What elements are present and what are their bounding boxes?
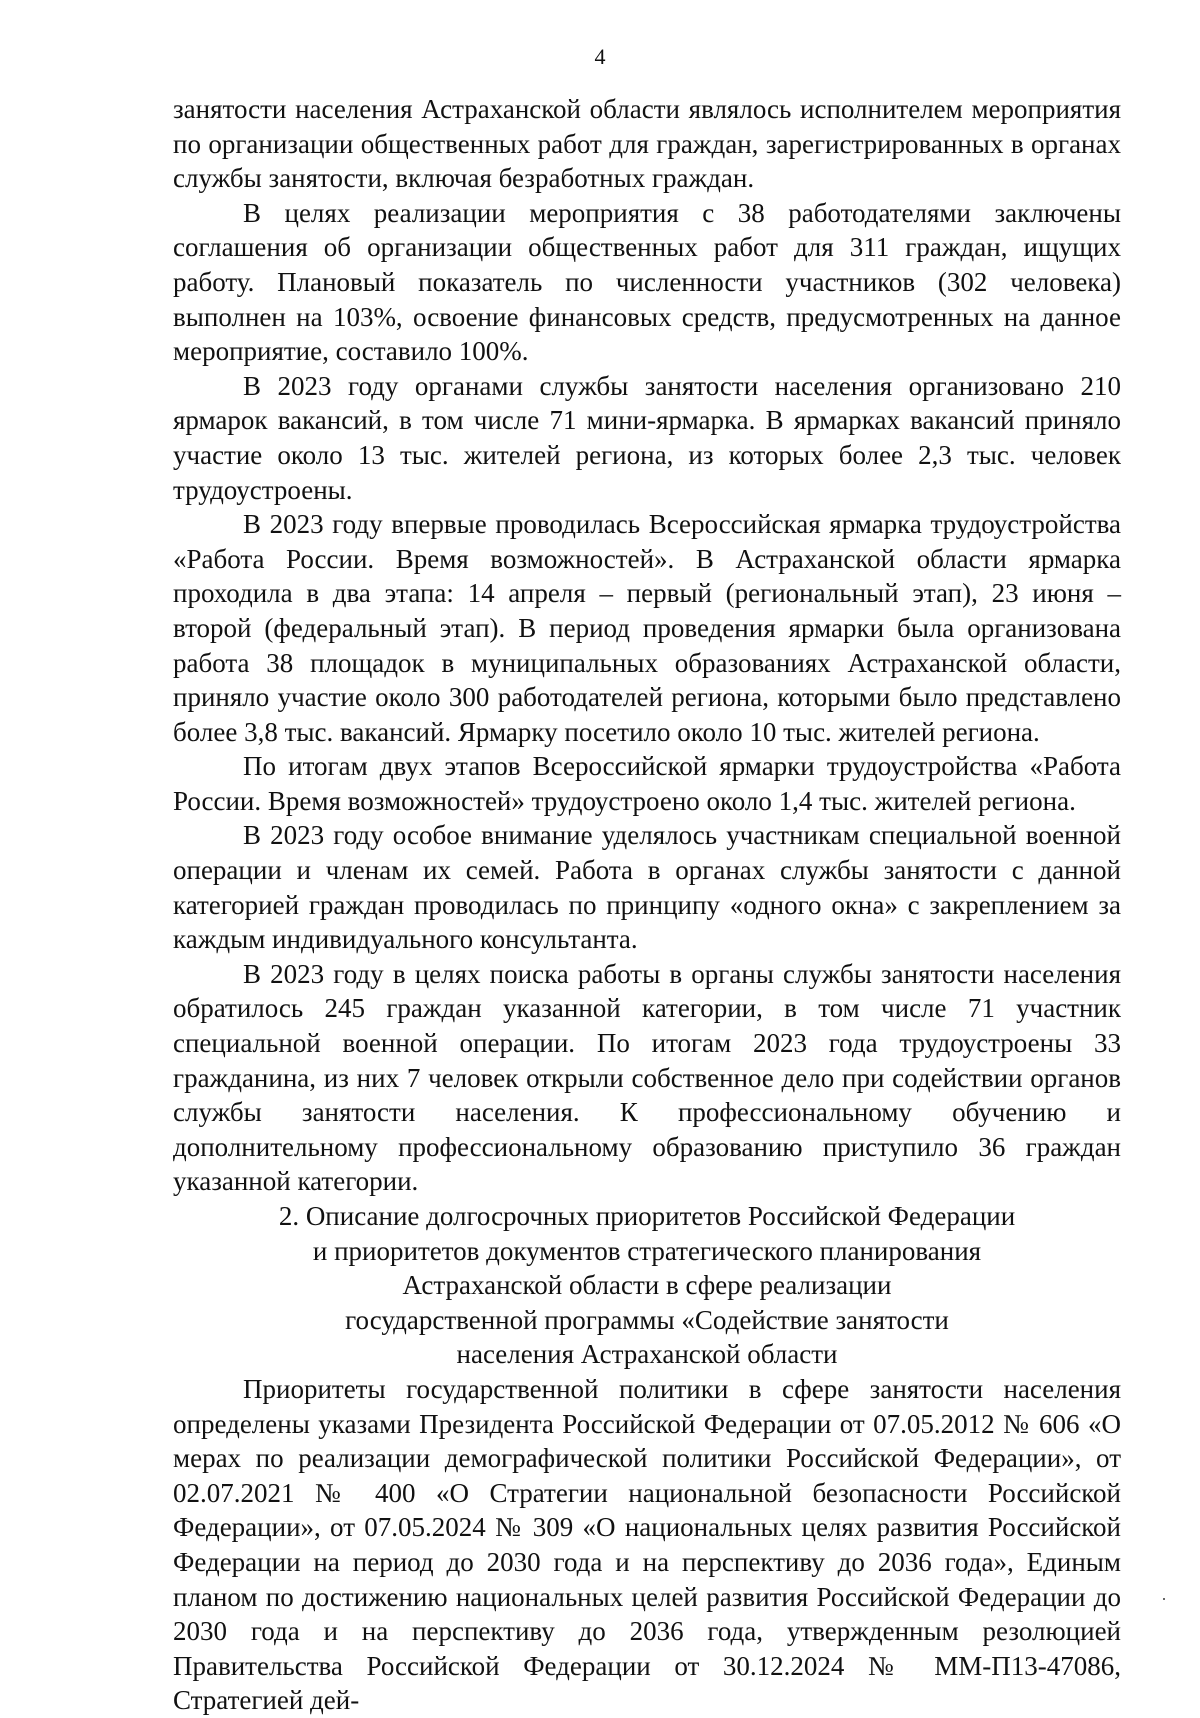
paragraph-fair-results: По итогам двух этапов Всероссийской ярмарки трудоустройства «Работа России. Время возможностей» трудоустроено около 1,4 тыс. жителей региона.: [173, 751, 1121, 816]
section-heading-line: населения Астраханской области: [456, 1339, 838, 1370]
section-heading-line: государственной программы «Содействие занятости: [345, 1304, 949, 1335]
paragraph-continuation: занятости населения Астраханской области являлось исполнителем мероприятия по организации общественных работ для граждан, зарегистрированных в органах службы занятости, включая безработных граждан.: [173, 94, 1121, 194]
body-text: [173, 92, 1121, 1718]
section-heading-line: 2. Описание долгосрочных приоритетов Российской Федерации: [278, 1201, 1016, 1231]
scan-speck: [1163, 1598, 1165, 1600]
paragraph-public-works: В целях реализации мероприятия с 38 работодателями заключены соглашения об организации общественных работ для 311 граждан, ищущих работу. Плановый показатель по численности участников (302 человека) выполнен на 103%, освоение финансовых средств, предусмотренных на данное мероприятие, составило 100%.: [173, 197, 1121, 367]
paragraph-job-fairs: В 2023 году органами службы занятости населения организовано 210 ярмарок вакансий, в том числе 71 мини-ярмарка. В ярмарках вакансий приняло участие около 13 тыс. жителей региона, из которых более 2,3 тыс. человек трудоустроены.: [173, 370, 1121, 505]
page-number: 4: [594, 44, 606, 69]
section-heading: [173, 1199, 1121, 1372]
paragraph-svo-participants: В 2023 году особое внимание уделялось участникам специальной военной операции и членам их семей. Работа в органах службы занятости с данной категорией граждан проводилась по принципу «одного окна» с закреплением за каждым индивидуального консультанта.: [173, 820, 1121, 955]
paragraph-all-russian-fair: В 2023 году впервые проводилась Всероссийская ярмарка трудоустройства «Работа России. Время возможностей». В Астраханской области ярмарка проходила в два этапа: 14 апреля – первый (региональный этап), 23 июня – второй (федеральный этап). В период проведения ярмарки была организована работа 38 площадок в муниципальных образованиях Астраханской области, приняло участие около 300 работодателей региона, которыми было представлено более 3,8 тыс. вакансий. Ярмарку посетило около 10 тыс. жителей региона.: [173, 509, 1121, 747]
section-heading-line: и приоритетов документов стратегического планирования: [312, 1235, 982, 1266]
section-heading-line: Астраханской области в сфере реализации: [402, 1270, 892, 1301]
paragraph-svo-results: В 2023 году в целях поиска работы в органы службы занятости населения обратилось 245 граждан указанной категории, в том числе 71 участник специальной военной операции. По итогам 2023 года трудоустроены 33 гражданина, из них 7 человек открыли собственное дело при содействии органов службы занятости населения. К профессиональному обучению и дополнительному профессиональному образованию приступило 36 граждан указанной категории.: [173, 958, 1121, 1197]
paragraph-priorities: Приоритеты государственной политики в сфере занятости населения определены указами Президента Российской Федерации от 07.05.2012 № 606 «О мерах по реализации демографической политики Российской Федерации», от 02.07.2021 № 400 «О Стратегии национальной безопасности Российской Федерации», от 07.05.2024 № 309 «О национальных целях развития Российской Федерации на период до 2030 года и на перспективу до 2036 года», Единым планом по достижению национальных целей развития Российской Федерации до 2030 года и на перспективу до 2036 года, утвержденным резолюцией Правительства Российской Федерации от 30.12.2024 № ММ-П13-47086, Стратегией дей-: [173, 1373, 1121, 1716]
